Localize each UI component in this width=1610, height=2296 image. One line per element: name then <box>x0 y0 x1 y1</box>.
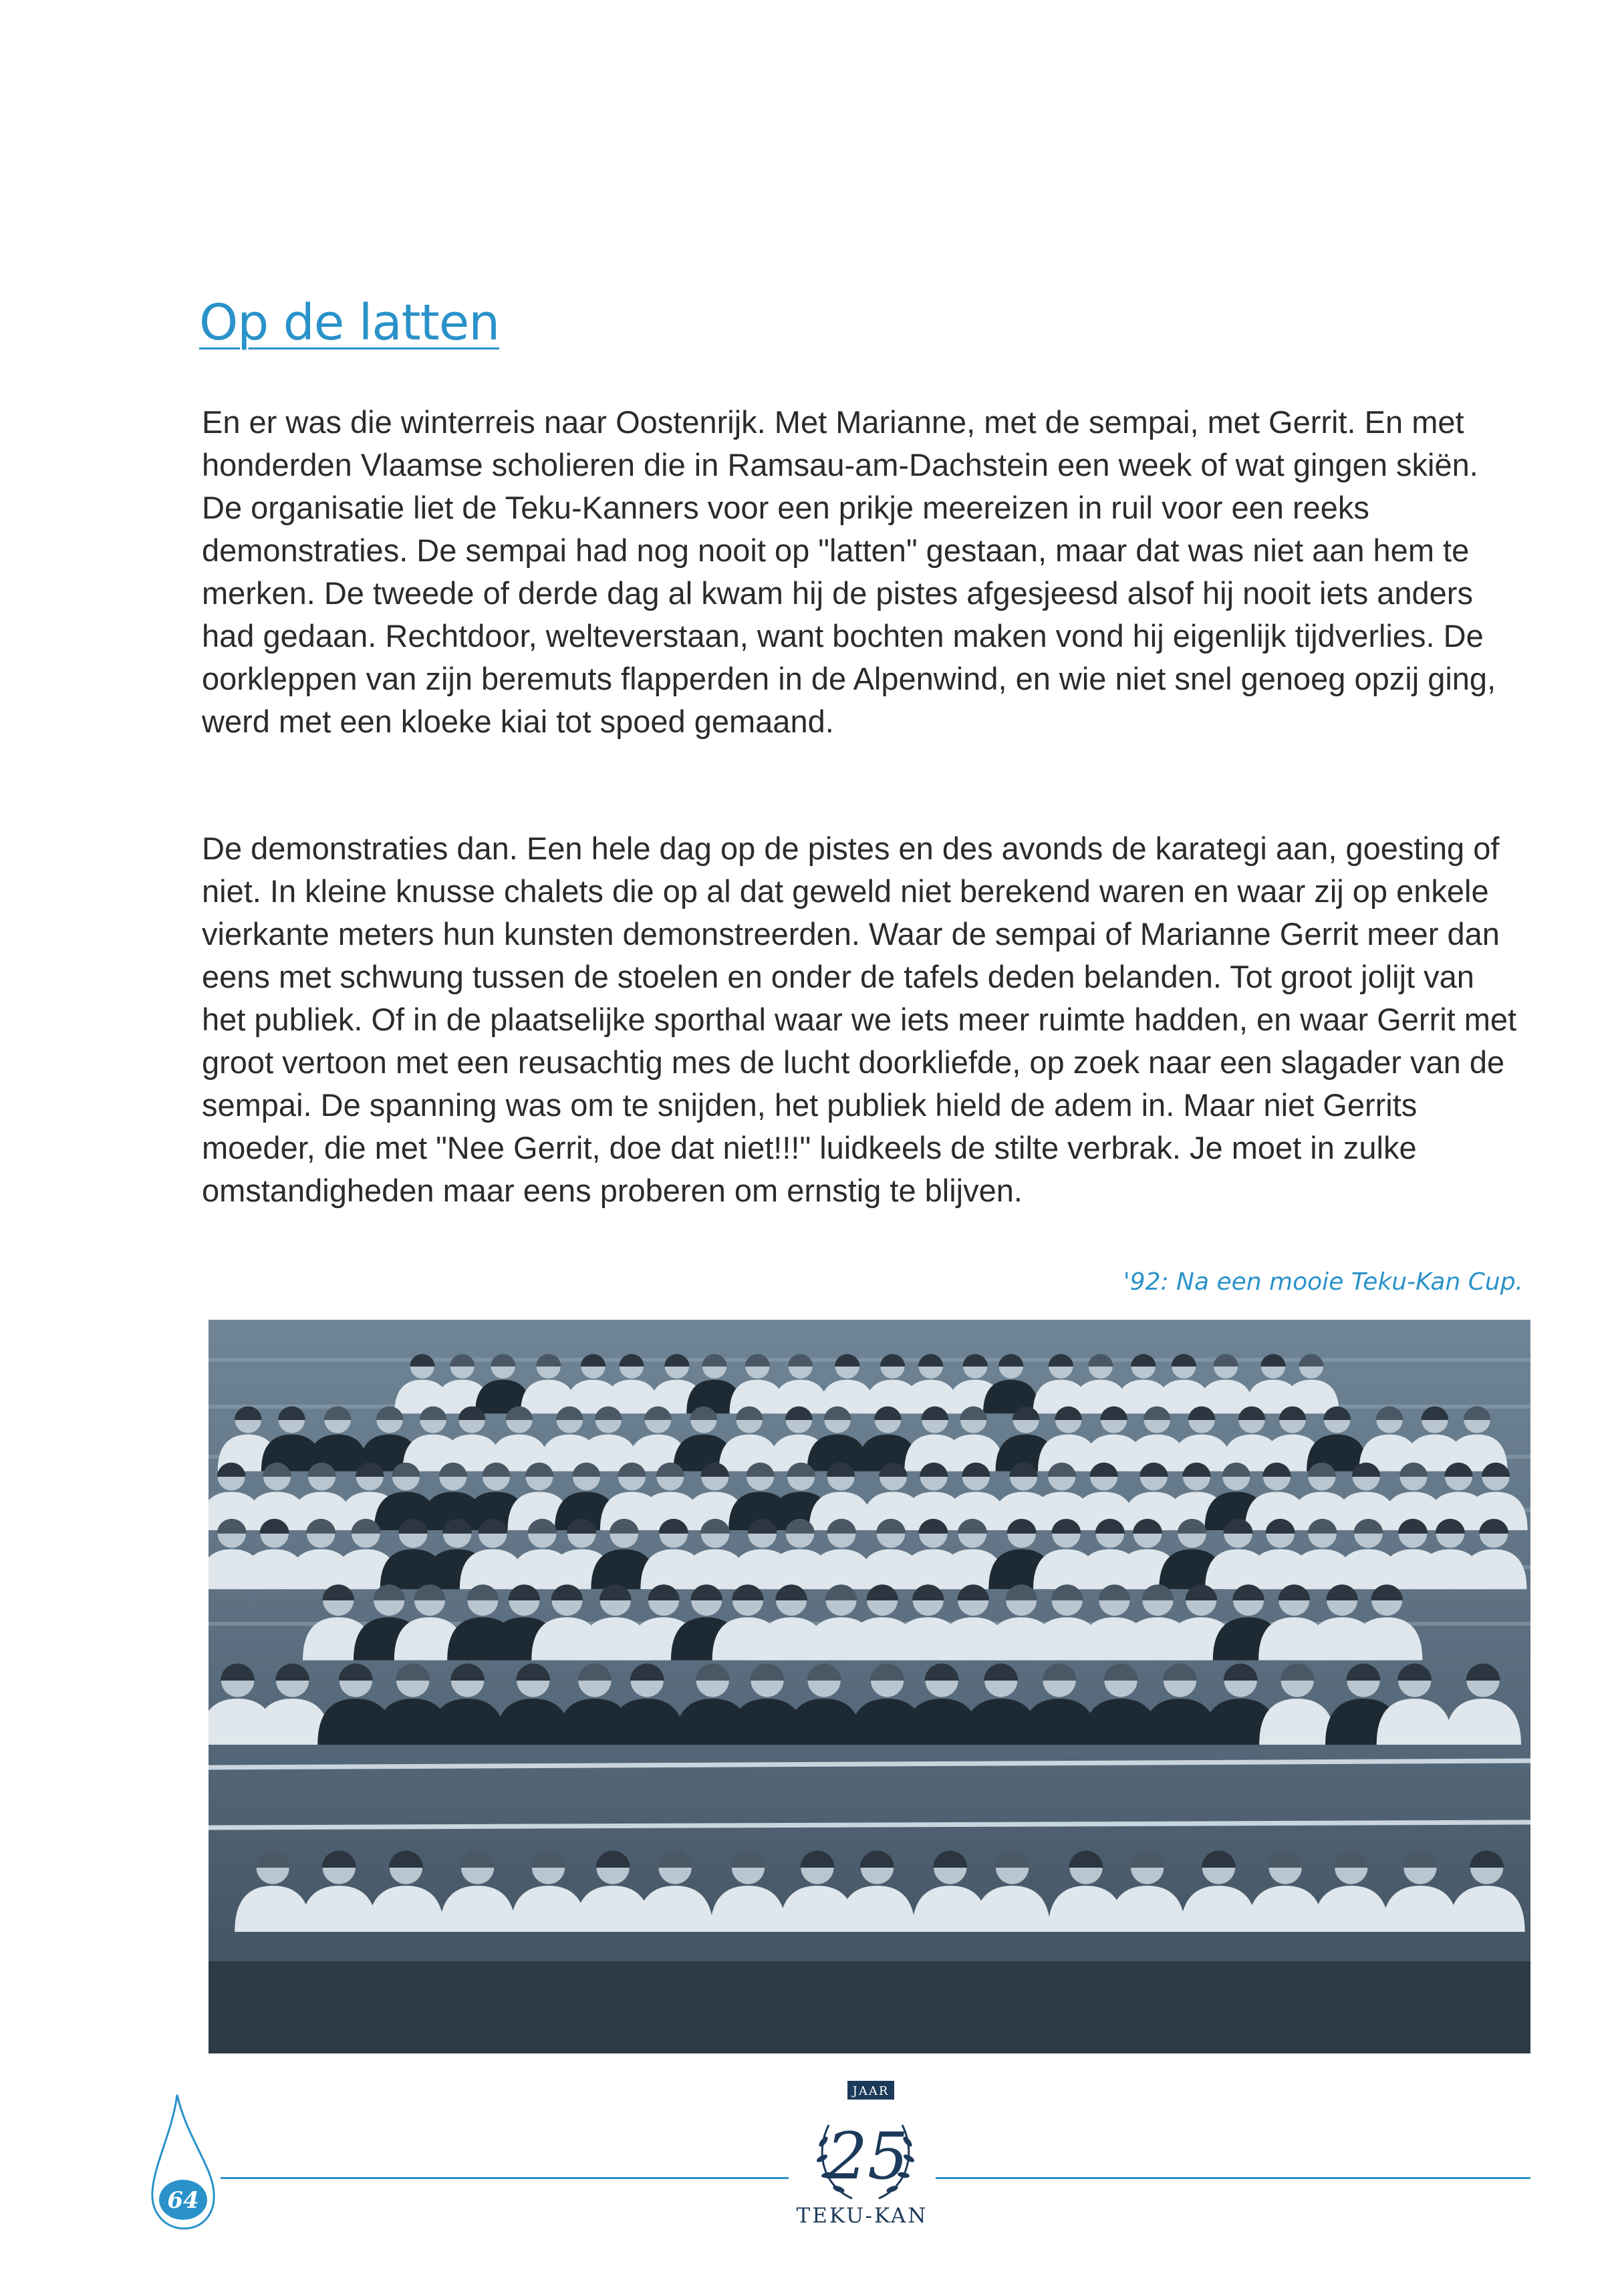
group-photo <box>209 1320 1530 2053</box>
paragraph-text: De demonstraties dan. Een hele dag op de pistes en des avonds de karategi aan, goesting of niet. In kleine knusse chalets die op al dat geweld niet berekend waren en waar zij op enkele vierkante meters hun kunsten demonstreerden. Waar de sempai of Marianne Gerrit meer dan eens met schwung tussen de stoelen en onder de tafels deden belanden. Tot groot jolijt van het publiek. Of in de plaatselijke sporthal waar we iets meer ruimte hadden, en waar Gerrit met groot vertoon met een reusachtig mes de lucht doorkliefde, op zoek naar een slagader van de sempai. De spanning was om te snijden, het publiek hield de adem in. Maar niet Gerrits moeder, die met "Nee Gerrit, doe dat niet!!!" luidkeels de stilte verbrak. Je moet in zulke omstandigheden maar eens proberen om ernstig te blijven. <box>202 831 1517 1208</box>
paragraph-winterreis <box>202 401 1525 743</box>
photo-caption: '92: Na een mooie Teku-Kan Cup. <box>1123 1268 1523 1296</box>
brand-name: TEKU-KAN <box>796 2204 928 2228</box>
logo-number: 25 <box>826 2119 909 2194</box>
page-title: Op de latten <box>199 294 500 351</box>
footer-line-left <box>221 2177 789 2179</box>
footer-line-right <box>936 2177 1530 2179</box>
teku-kan-25-logo <box>789 2078 936 2222</box>
paragraph-demonstraties <box>202 827 1525 1212</box>
group-photo-image <box>209 1320 1530 2053</box>
logo-top-text: JAAR <box>852 2084 890 2098</box>
page-number: 64 <box>167 2187 199 2214</box>
paragraph-text: En er was die winterreis naar Oostenrijk. Met Marianne, met de sempai, met Gerrit. En met honderden Vlaamse scholieren die in Ramsau-am-Dachstein een week of wat gingen skiën. De organisatie liet de Teku-Kanners voor een prikje meereizen in ruil voor een reeks demonstraties. De sempai had nog nooit op "latten" gestaan, maar dat was niet aan hem te merken. De tweede of derde dag al kwam hij de pistes afgesjeesd alsof hij nooit iets anders had gedaan. Rechtdoor, welteverstaan, want bochten maken vond hij eigenlijk tijdverlies. De oorkleppen van zijn beremuts flapperden in de Alpenwind, en wie niet snel genoeg opzij ging, werd met een kloeke kiai tot spoed gemaand. <box>202 404 1496 739</box>
page-number-badge <box>140 2092 227 2232</box>
